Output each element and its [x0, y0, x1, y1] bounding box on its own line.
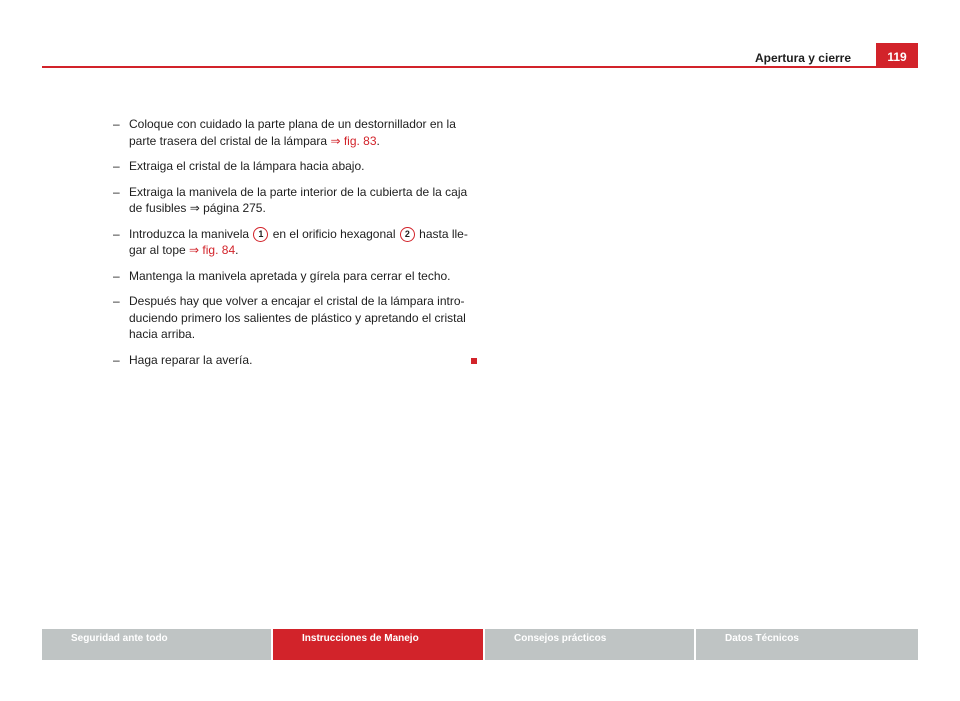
step-1 — [113, 116, 473, 149]
footer-nav — [42, 629, 918, 660]
step-text: Haga reparar la avería. — [129, 352, 253, 367]
figure-ref-link[interactable]: ⇒ fig. 83 — [330, 133, 377, 148]
footer-tab-consejos[interactable]: Consejos prácticos — [485, 629, 694, 660]
section-title: Apertura y cierre — [754, 51, 851, 65]
step-text: Coloque con cuidado la parte plana de un destornillador en la parte trasera del cristal de la lámpara — [129, 117, 456, 148]
page-number: 119 — [876, 43, 918, 68]
step-dash: – — [113, 268, 120, 283]
page-ref: ⇒ página 275 — [189, 201, 263, 215]
step-dash: – — [113, 117, 120, 131]
step-text: Después hay que volver a encajar el cristal de la lámpara intro-duciendo primero los salientes de plástico y apretando el cristal hacia arriba. — [129, 294, 466, 341]
footer-tab-seguridad[interactable]: Seguridad ante todo — [42, 629, 271, 660]
step-3 — [113, 184, 473, 217]
step-text: Introduzca la manivela — [129, 226, 253, 241]
footer-tab-instrucciones[interactable]: Instrucciones de Manejo — [273, 629, 483, 660]
step-dash: – — [113, 294, 120, 308]
footer-tab-datos[interactable]: Datos Técnicos — [696, 629, 918, 660]
step-dash: – — [113, 184, 120, 199]
step-dash: – — [113, 352, 120, 367]
step-6 — [113, 293, 473, 343]
step-text: Mantenga la manivela apretada y gírela para cerrar el techo. — [129, 268, 451, 283]
step-text: Extraiga el cristal de la lámpara hacia abajo. — [129, 159, 365, 173]
step-dash: – — [113, 226, 120, 241]
step-5 — [113, 268, 473, 285]
step-dash: – — [113, 159, 120, 173]
end-of-section-square-icon — [471, 358, 477, 364]
step-text: Extraiga la manivela de la parte interior de la cubierta de la caja de fusibles — [129, 184, 468, 215]
step-4 — [113, 226, 473, 259]
step-text: . — [376, 133, 380, 148]
callout-badge-1: 1 — [253, 227, 268, 242]
instruction-list — [113, 116, 473, 377]
step-2 — [113, 158, 473, 175]
header-rule — [42, 66, 918, 68]
step-7 — [113, 352, 473, 369]
step-text: . — [235, 243, 239, 257]
callout-badge-2: 2 — [400, 227, 415, 242]
figure-ref-link[interactable]: ⇒ fig. 84 — [189, 243, 236, 257]
step-text: . — [262, 201, 266, 215]
step-text: en el orificio hexagonal — [269, 226, 399, 241]
step-text: hasta lle-gar al tope — [129, 226, 468, 257]
